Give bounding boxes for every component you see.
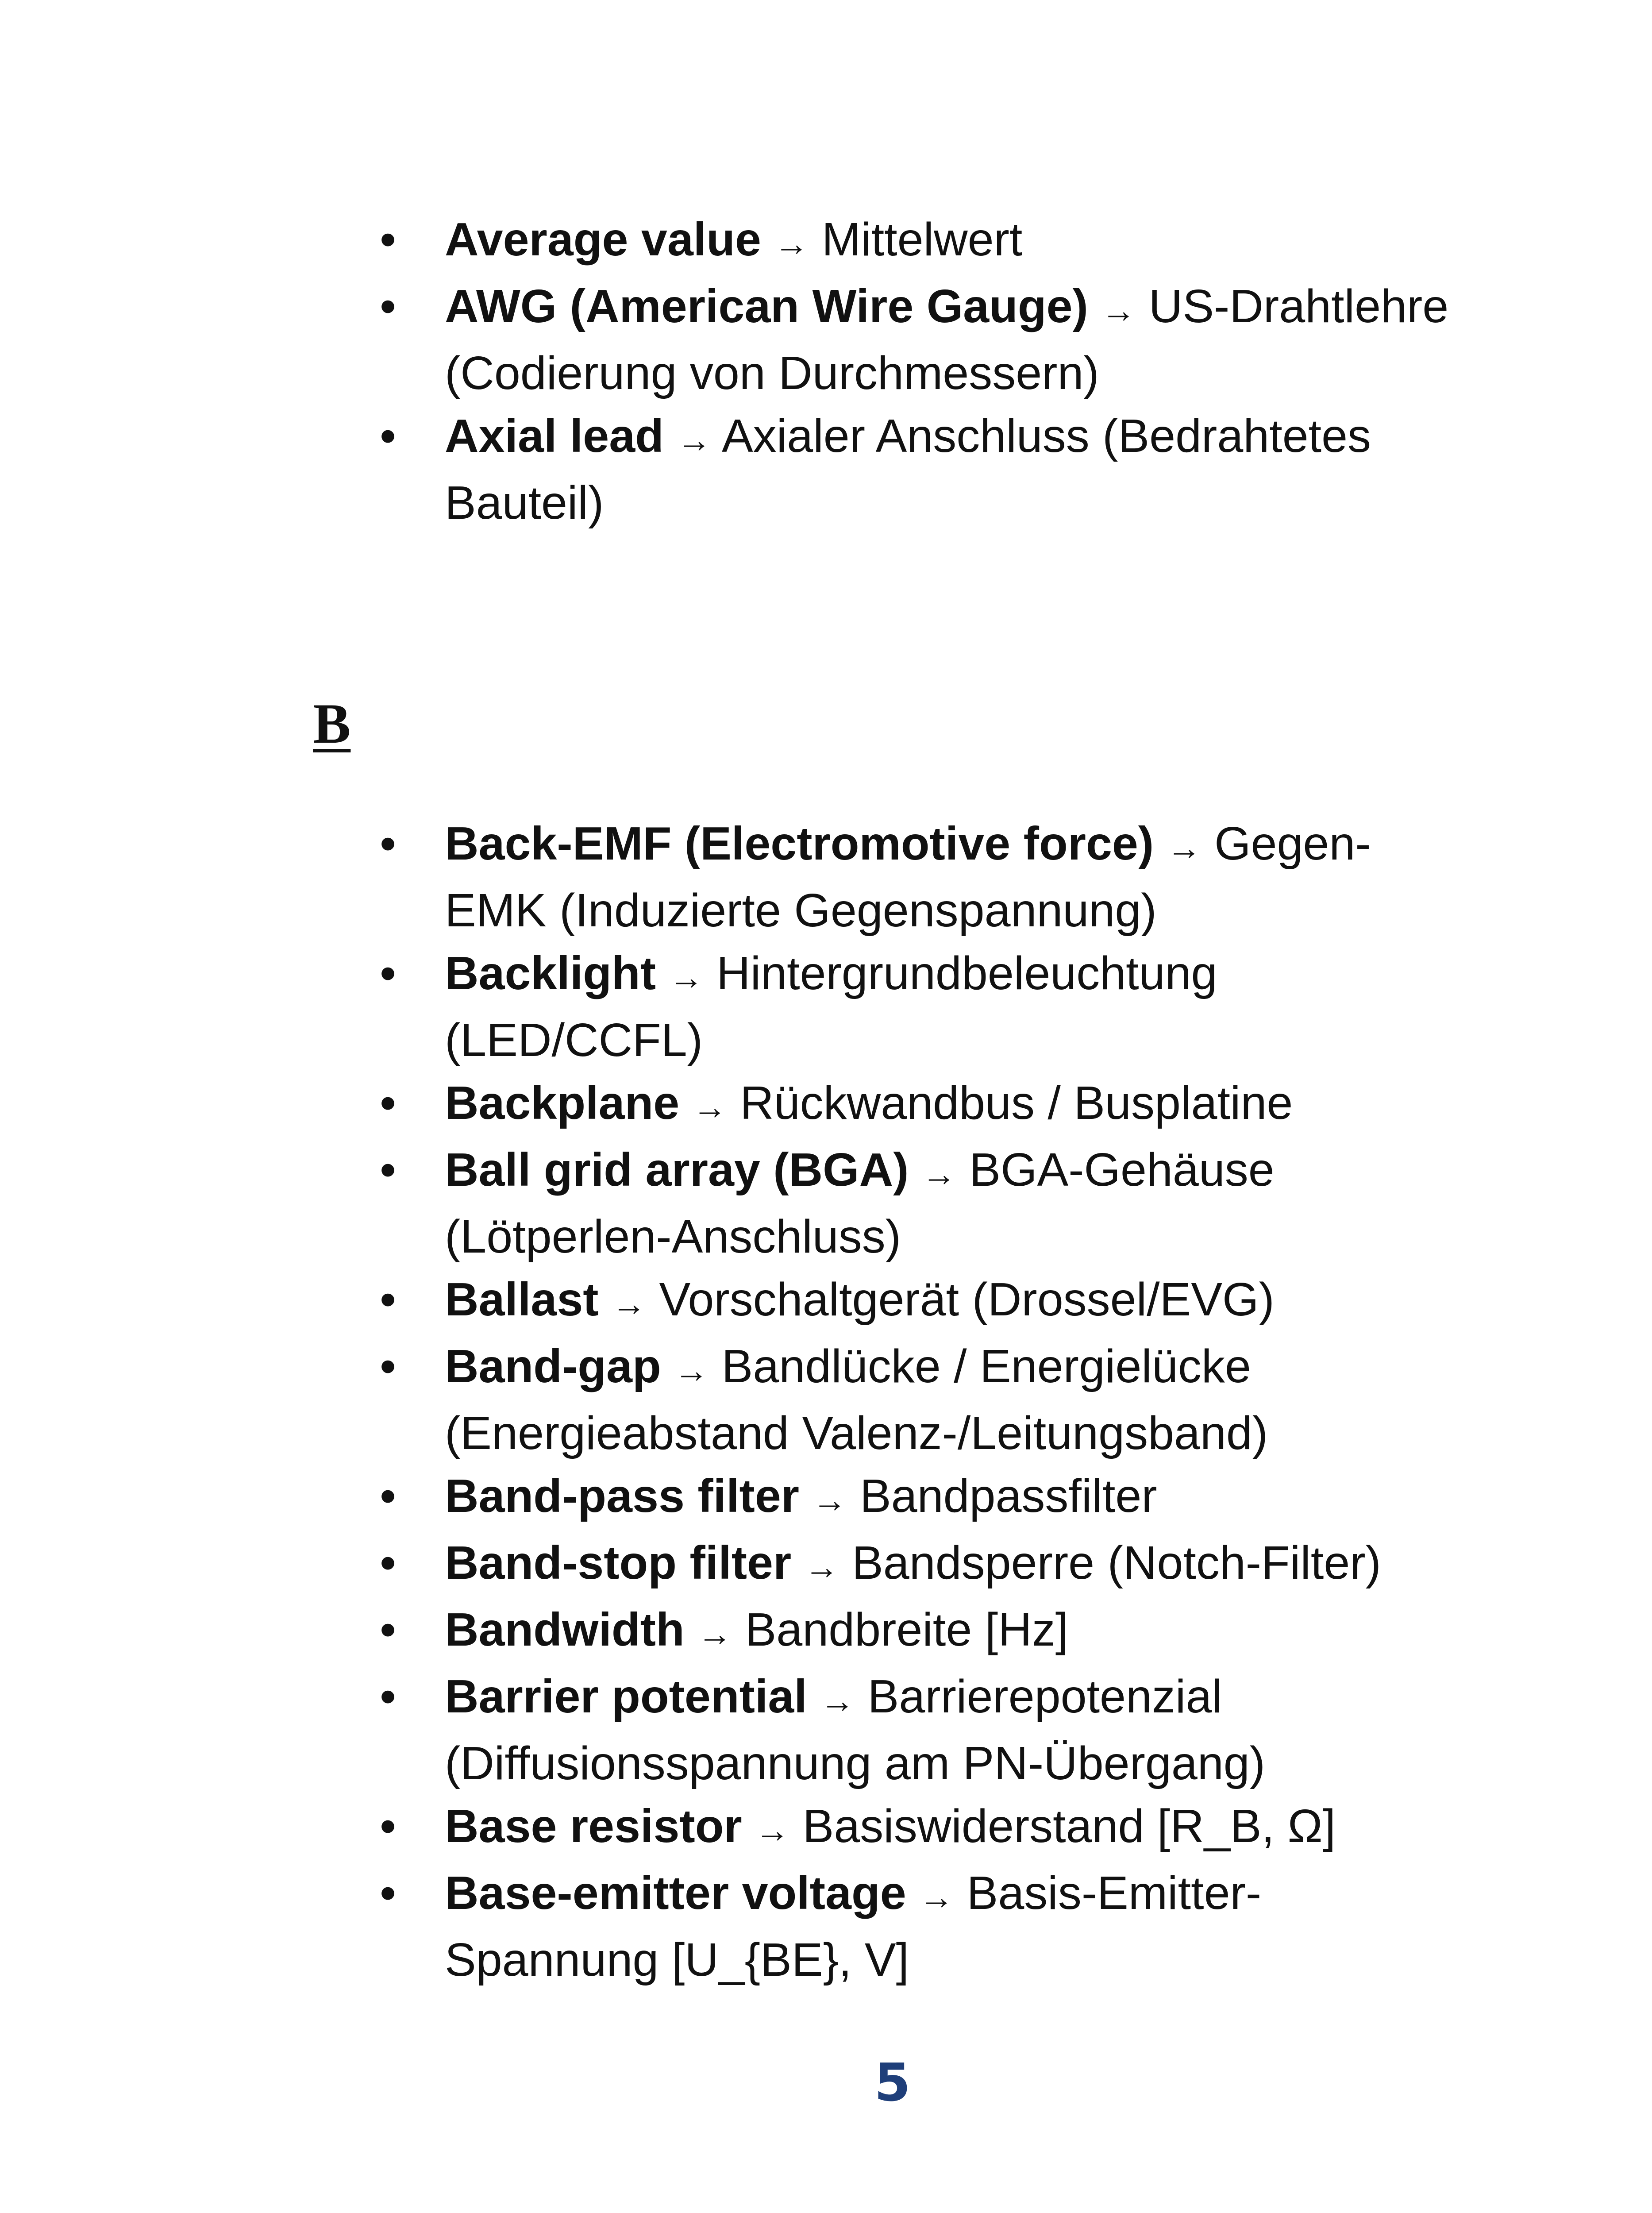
term: Base-emitter voltage	[445, 1867, 906, 1919]
glossary-entry	[0, 1665, 1463, 1795]
arrow-icon: →	[804, 1547, 839, 1586]
bullet-icon: •	[380, 1273, 397, 1326]
glossary-entry	[0, 1598, 1463, 1665]
translation: Mittelwert	[821, 213, 1023, 266]
arrow-icon: →	[612, 1284, 647, 1323]
arrow-icon: →	[674, 1351, 709, 1390]
arrow-icon: →	[820, 1681, 855, 1720]
glossary-entry	[0, 1072, 1463, 1138]
bullet-icon: •	[380, 1670, 397, 1723]
arrow-icon: →	[669, 958, 704, 997]
term: Bandwidth	[445, 1604, 685, 1656]
glossary-entry	[0, 1335, 1463, 1465]
bullet-icon: •	[380, 1077, 397, 1129]
bullet-icon: •	[380, 280, 397, 332]
term: Band-gap	[445, 1340, 661, 1392]
arrow-icon: →	[774, 224, 809, 263]
term: Average value	[445, 213, 761, 266]
bullet-icon: •	[380, 213, 397, 266]
translation: Bandsperre (Notch-Filter)	[852, 1537, 1381, 1589]
term: Barrier potential	[445, 1670, 807, 1723]
glossary-entry	[0, 1862, 1463, 1991]
glossary-entry	[0, 208, 1463, 275]
bullet-icon: •	[380, 1604, 397, 1656]
arrow-icon: →	[1101, 291, 1136, 330]
arrow-icon: →	[921, 1154, 956, 1193]
glossary-entry	[0, 1531, 1463, 1598]
section-heading-b: B	[313, 692, 351, 755]
term: Ball grid array (BGA)	[445, 1144, 909, 1196]
translation: Rückwandbus / Busplatine	[740, 1077, 1293, 1129]
translation: Bandpassfilter	[859, 1470, 1157, 1522]
translation: Axialer Anschluss (Bedrahtetes Bauteil)	[445, 410, 1371, 529]
bullet-icon: •	[380, 410, 397, 462]
arrow-icon: →	[692, 1087, 727, 1126]
term: Backplane	[445, 1077, 680, 1129]
translation: Bandlücke / Energielücke (Energieabstand Valenz-/Leitungsband)	[445, 1340, 1268, 1459]
glossary-list-a	[0, 208, 1463, 534]
translation: Hintergrundbeleuchtung (LED/CCFL)	[445, 947, 1217, 1066]
term: Band-stop filter	[445, 1537, 792, 1589]
glossary-list-b	[0, 812, 1463, 1991]
glossary-entry	[0, 942, 1463, 1072]
glossary-entry	[0, 1465, 1463, 1531]
bullet-icon: •	[380, 1470, 397, 1522]
arrow-icon: →	[677, 420, 712, 459]
page-number: 5	[874, 2052, 911, 2113]
translation: BGA-Gehäuse (Lötperlen-Anschluss)	[445, 1144, 1275, 1263]
bullet-icon: •	[380, 1537, 397, 1589]
glossary-entry	[0, 1795, 1463, 1862]
term: AWG (American Wire Gauge)	[445, 280, 1088, 332]
arrow-icon: →	[697, 1614, 732, 1653]
glossary-entry	[0, 1138, 1463, 1268]
translation: Basis-Emitter-Spannung [U_{BE}, V]	[445, 1867, 1262, 1986]
bullet-icon: •	[380, 817, 397, 870]
arrow-icon: →	[919, 1878, 954, 1916]
bullet-icon: •	[380, 1340, 397, 1392]
glossary-entry	[0, 275, 1463, 405]
term: Backlight	[445, 947, 656, 999]
bullet-icon: •	[380, 1144, 397, 1196]
arrow-icon: →	[755, 1811, 790, 1850]
bullet-icon: •	[380, 947, 397, 999]
arrow-icon: →	[812, 1480, 847, 1519]
glossary-entry	[0, 812, 1463, 942]
translation: Bandbreite [Hz]	[745, 1604, 1069, 1656]
term: Base resistor	[445, 1800, 742, 1852]
term: Ballast	[445, 1273, 599, 1326]
translation: Gegen-EMK (Induzierte Gegenspannung)	[445, 817, 1371, 937]
bullet-icon: •	[380, 1800, 397, 1852]
glossary-entry	[0, 1268, 1463, 1335]
translation: Vorschaltgerät (Drossel/EVG)	[659, 1273, 1275, 1326]
translation: Barrierepotenzial (Diffusionsspannung am PN-Übergang)	[445, 1670, 1266, 1789]
glossary-entry	[0, 405, 1463, 534]
arrow-icon: →	[1167, 828, 1201, 867]
term: Axial lead	[445, 410, 664, 462]
term: Band-pass filter	[445, 1470, 800, 1522]
bullet-icon: •	[380, 1867, 397, 1919]
term: Back-EMF (Electromotive force)	[445, 817, 1154, 870]
translation: US-Drahtlehre (Codierung von Durchmessern)	[445, 280, 1449, 399]
translation: Basiswiderstand [R_B, Ω]	[802, 1800, 1336, 1852]
